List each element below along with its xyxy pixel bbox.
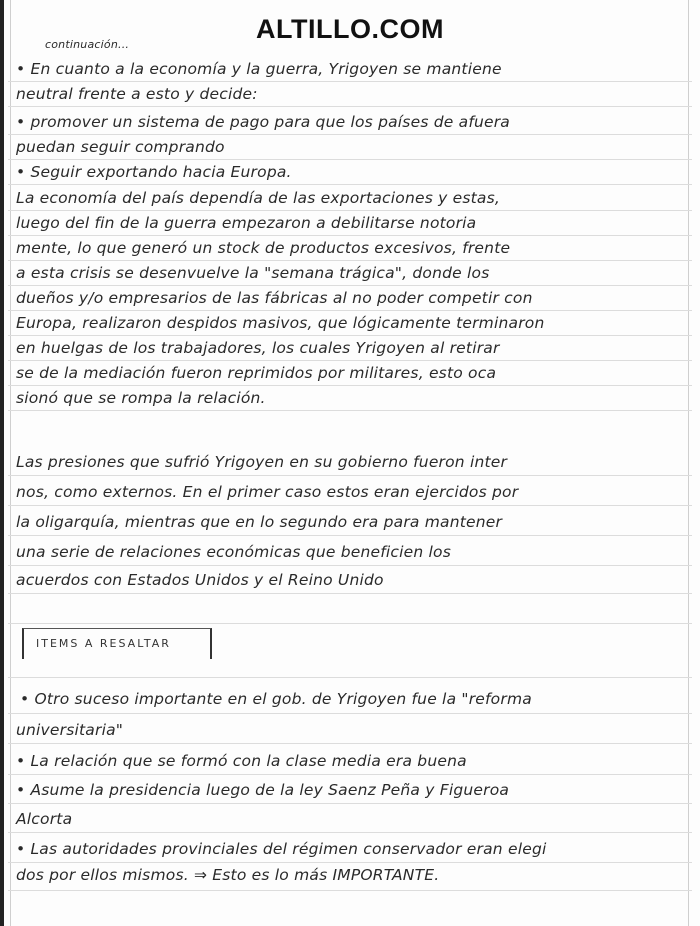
ruled-line bbox=[8, 565, 692, 566]
ruled-line bbox=[8, 713, 692, 714]
text-line: Las presiones que sufrió Yrigoyen en su gobierno fueron inter bbox=[16, 453, 508, 471]
ruled-line bbox=[8, 677, 692, 678]
ruled-line bbox=[8, 774, 692, 775]
ruled-line bbox=[8, 505, 692, 506]
ruled-line bbox=[8, 134, 692, 135]
ruled-line bbox=[8, 335, 692, 336]
ruled-line bbox=[8, 260, 692, 261]
ruled-line bbox=[8, 106, 692, 107]
text-line: nos, como externos. En el primer caso estos eran ejercidos por bbox=[16, 483, 519, 501]
ruled-line bbox=[8, 890, 692, 891]
text-line: dueños y/o empresarios de las fábricas al no poder competir con bbox=[16, 289, 533, 307]
text-line: • Seguir exportando hacia Europa. bbox=[16, 163, 292, 181]
ruled-line bbox=[8, 385, 692, 386]
watermark-logo: ALTILLO.COM bbox=[256, 14, 444, 44]
text-line: sionó que se rompa la relación. bbox=[16, 389, 266, 407]
text-line: mente, lo que generó un stock de productos excesivos, frente bbox=[16, 239, 511, 257]
text-line: • Otro suceso importante en el gob. de Yrigoyen fue la "reforma bbox=[20, 690, 532, 708]
margin-line-left bbox=[10, 0, 11, 926]
text-line: • La relación que se formó con la clase media era buena bbox=[16, 752, 467, 770]
margin-line-right bbox=[688, 0, 689, 926]
ruled-line bbox=[8, 535, 692, 536]
ruled-line bbox=[8, 410, 692, 411]
text-line: Alcorta bbox=[16, 810, 73, 828]
ruled-line bbox=[8, 743, 692, 744]
text-line: • Asume la presidencia luego de la ley Saenz Peña y Figueroa bbox=[16, 781, 510, 799]
text-line: La economía del país dependía de las exportaciones y estas, bbox=[16, 189, 500, 207]
ruled-line bbox=[8, 623, 692, 624]
ruled-line bbox=[8, 235, 692, 236]
text-line: una serie de relaciones económicas que beneficien los bbox=[16, 543, 451, 561]
text-line: puedan seguir comprando bbox=[16, 138, 225, 156]
ruled-line bbox=[8, 803, 692, 804]
text-line: universitaria" bbox=[16, 721, 124, 739]
ruled-line bbox=[8, 184, 692, 185]
ruled-line bbox=[8, 159, 692, 160]
text-line: luego del fin de la guerra empezaron a debilitarse notoria bbox=[16, 214, 477, 232]
ruled-line bbox=[8, 475, 692, 476]
ruled-line bbox=[8, 81, 692, 82]
text-line: • promover un sistema de pago para que los países de afuera bbox=[16, 113, 511, 131]
text-line: • Las autoridades provinciales del régimen conservador eran elegi bbox=[16, 840, 547, 858]
ruled-line bbox=[8, 310, 692, 311]
text-line: neutral frente a esto y decide: bbox=[16, 85, 258, 103]
text-line: • En cuanto a la economía y la guerra, Yrigoyen se mantiene bbox=[16, 60, 502, 78]
continuation-note: continuación... bbox=[45, 38, 130, 51]
ruled-line bbox=[8, 360, 692, 361]
scan-edge bbox=[0, 0, 4, 926]
text-line: la oligarquía, mientras que en lo segundo era para mantener bbox=[16, 513, 503, 531]
text-line: dos por ellos mismos. ⇒ Esto es lo más IMPORTANTE. bbox=[16, 866, 440, 884]
highlight-box-label: ITEMS A RESALTAR bbox=[36, 637, 171, 650]
text-line: acuerdos con Estados Unidos y el Reino Unido bbox=[16, 571, 384, 589]
text-line: a esta crisis se desenvuelve la "semana trágica", donde los bbox=[16, 264, 490, 282]
ruled-line bbox=[8, 593, 692, 594]
ruled-line bbox=[8, 832, 692, 833]
text-line: en huelgas de los trabajadores, los cuales Yrigoyen al retirar bbox=[16, 339, 500, 357]
ruled-line bbox=[8, 862, 692, 863]
ruled-line bbox=[8, 285, 692, 286]
text-line: se de la mediación fueron reprimidos por militares, esto oca bbox=[16, 364, 497, 382]
ruled-line bbox=[8, 210, 692, 211]
text-line: Europa, realizaron despidos masivos, que lógicamente terminaron bbox=[16, 314, 545, 332]
highlight-box bbox=[22, 628, 212, 659]
